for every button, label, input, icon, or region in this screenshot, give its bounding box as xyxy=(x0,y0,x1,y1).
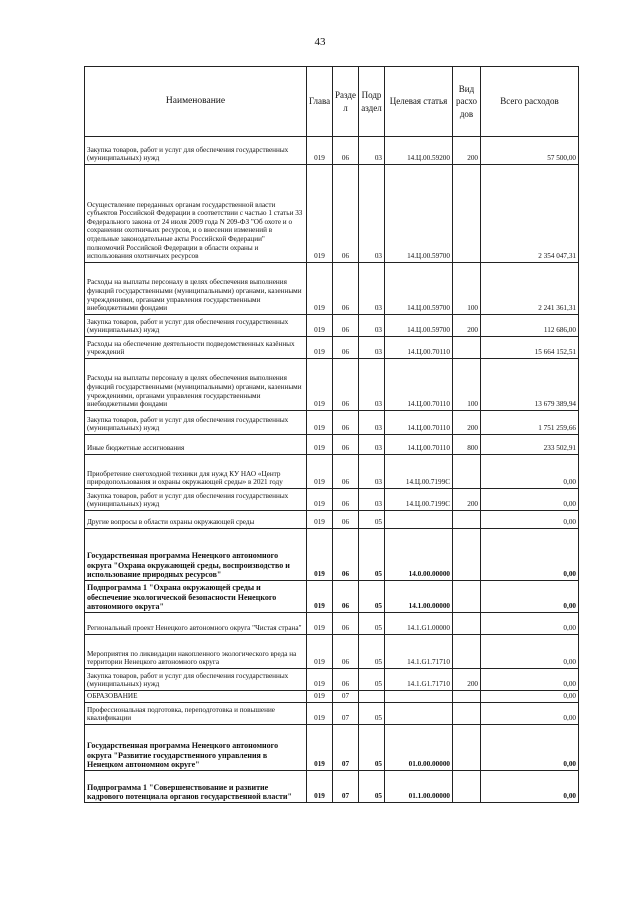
row-subsection: 05 xyxy=(359,511,385,529)
row-section: 06 xyxy=(333,529,359,581)
table-row xyxy=(85,263,579,315)
row-chapter: 019 xyxy=(307,635,333,669)
row-section: 06 xyxy=(333,581,359,613)
row-subsection: 03 xyxy=(359,455,385,489)
row-expense-type xyxy=(453,529,481,581)
row-total: 0,00 xyxy=(481,581,579,613)
row-section: 07 xyxy=(333,725,359,771)
row-chapter: 019 xyxy=(307,455,333,489)
table-row xyxy=(85,165,579,263)
row-expense-type xyxy=(453,635,481,669)
row-chapter: 019 xyxy=(307,669,333,691)
row-name: Осуществление переданных органам государственной власти субъектов Российской Федерации в соответствии с частью 1 статьи 33 Федерального закона от 24 июля 2009 года N 209-ФЗ "Об охоте и о сохранении охотничьих ресурсов, и о внесении изменений в отдельные законодательные акты Российской Федерации" полномочий Российской Федерации в области охраны и использования охотничьих ресурсов xyxy=(85,165,307,263)
row-total: 0,00 xyxy=(481,455,579,489)
row-section: 06 xyxy=(333,613,359,635)
header-chapter: Глава xyxy=(307,67,333,137)
row-target: 14.1.G1.71710 xyxy=(385,635,453,669)
row-chapter: 019 xyxy=(307,315,333,337)
row-target: 14.1.G1.71710 xyxy=(385,669,453,691)
row-section: 07 xyxy=(333,703,359,725)
row-name: Закупка товаров, работ и услуг для обеспечения государственных (муниципальных) нужд xyxy=(85,137,307,165)
row-name: ОБРАЗОВАНИЕ xyxy=(85,691,307,703)
table-row xyxy=(85,489,579,511)
row-expense-type: 200 xyxy=(453,315,481,337)
row-subsection: 03 xyxy=(359,359,385,411)
row-section: 06 xyxy=(333,137,359,165)
row-subsection: 03 xyxy=(359,165,385,263)
row-expense-type xyxy=(453,581,481,613)
row-target: 14.0.00.00000 xyxy=(385,529,453,581)
row-expense-type xyxy=(453,455,481,489)
row-expense-type: 200 xyxy=(453,669,481,691)
row-expense-type xyxy=(453,691,481,703)
row-expense-type: 100 xyxy=(453,359,481,411)
row-target xyxy=(385,511,453,529)
row-section: 06 xyxy=(333,337,359,359)
row-chapter: 019 xyxy=(307,703,333,725)
row-expense-type xyxy=(453,771,481,803)
row-chapter: 019 xyxy=(307,137,333,165)
table-row xyxy=(85,771,579,803)
row-name: Подпрограмма 1 "Совершенствование и развитие кадрового потенциала органов государственной власти" xyxy=(85,771,307,803)
row-name: Закупка товаров, работ и услуг для обеспечения государственных (муниципальных) нужд xyxy=(85,489,307,511)
table-row xyxy=(85,613,579,635)
row-name: Иные бюджетные ассигнования xyxy=(85,435,307,455)
row-subsection: 03 xyxy=(359,337,385,359)
row-section: 06 xyxy=(333,165,359,263)
row-total: 233 502,91 xyxy=(481,435,579,455)
table-row xyxy=(85,315,579,337)
budget-table xyxy=(84,66,579,803)
row-chapter: 019 xyxy=(307,511,333,529)
row-target: 14.Ц.00.70110 xyxy=(385,435,453,455)
row-section: 06 xyxy=(333,489,359,511)
row-total: 2 354 047,31 xyxy=(481,165,579,263)
row-expense-type xyxy=(453,337,481,359)
row-section: 06 xyxy=(333,411,359,435)
row-total: 57 500,00 xyxy=(481,137,579,165)
row-target: 14.Ц.00.70110 xyxy=(385,411,453,435)
row-subsection xyxy=(359,691,385,703)
row-chapter: 019 xyxy=(307,489,333,511)
row-subsection: 05 xyxy=(359,635,385,669)
row-subsection: 03 xyxy=(359,489,385,511)
row-expense-type: 200 xyxy=(453,137,481,165)
row-target xyxy=(385,703,453,725)
row-name: Закупка товаров, работ и услуг для обеспечения государственных (муниципальных) нужд xyxy=(85,669,307,691)
table-row xyxy=(85,581,579,613)
row-name: Расходы на выплаты персоналу в целях обеспечения выполнения функций государственными (муниципальными) органами, казенными учреждениями, органами управления государственными внебюджетными фондами xyxy=(85,359,307,411)
row-expense-type xyxy=(453,613,481,635)
row-subsection: 05 xyxy=(359,581,385,613)
row-section: 06 xyxy=(333,455,359,489)
row-total: 0,00 xyxy=(481,529,579,581)
row-expense-type xyxy=(453,165,481,263)
row-total: 15 664 152,51 xyxy=(481,337,579,359)
table-row xyxy=(85,411,579,435)
row-target: 14.Ц.00.59700 xyxy=(385,315,453,337)
row-target: 14.Ц.00.7199С xyxy=(385,489,453,511)
row-total: 0,00 xyxy=(481,669,579,691)
row-name: Мероприятия по ликвидации накопленного экологического вреда на территории Ненецкого автономного округа xyxy=(85,635,307,669)
row-chapter: 019 xyxy=(307,263,333,315)
row-total: 0,00 xyxy=(481,511,579,529)
row-subsection: 05 xyxy=(359,725,385,771)
row-target: 14.Ц.00.70110 xyxy=(385,337,453,359)
row-chapter: 019 xyxy=(307,165,333,263)
row-name: Закупка товаров, работ и услуг для обеспечения государственных (муниципальных) нужд xyxy=(85,411,307,435)
row-name: Государственная программа Ненецкого автономного округа "Развитие государственного управления в Ненецком автономном округе" xyxy=(85,725,307,771)
row-total: 0,00 xyxy=(481,489,579,511)
row-target: 14.Ц.00.59700 xyxy=(385,263,453,315)
row-subsection: 05 xyxy=(359,771,385,803)
table-row xyxy=(85,337,579,359)
row-section: 06 xyxy=(333,635,359,669)
row-name: Государственная программа Ненецкого автономного округа "Охрана окружающей среды, воспроизводство и использование природных ресурсов" xyxy=(85,529,307,581)
row-target xyxy=(385,691,453,703)
row-total: 0,00 xyxy=(481,691,579,703)
header-total: Всего расходов xyxy=(481,67,579,137)
row-chapter: 019 xyxy=(307,725,333,771)
header-section: Разде л xyxy=(333,67,359,137)
row-target: 14.1.G1.00000 xyxy=(385,613,453,635)
page-number: 43 xyxy=(314,36,326,48)
row-name: Другие вопросы в области охраны окружающей среды xyxy=(85,511,307,529)
table-row xyxy=(85,137,579,165)
table-row xyxy=(85,435,579,455)
row-name: Расходы на обеспечение деятельности подведомственных казённых учреждений xyxy=(85,337,307,359)
table-body xyxy=(85,137,579,803)
row-target: 01.0.00.00000 xyxy=(385,725,453,771)
row-chapter: 019 xyxy=(307,771,333,803)
row-subsection: 05 xyxy=(359,703,385,725)
row-subsection: 03 xyxy=(359,411,385,435)
row-expense-type: 200 xyxy=(453,411,481,435)
table-row xyxy=(85,635,579,669)
row-subsection: 03 xyxy=(359,435,385,455)
table-row xyxy=(85,703,579,725)
header-subsection: Подр аздел xyxy=(359,67,385,137)
row-target: 01.1.00.00000 xyxy=(385,771,453,803)
row-name: Закупка товаров, работ и услуг для обеспечения государственных (муниципальных) нужд xyxy=(85,315,307,337)
header-name: Наименование xyxy=(85,67,307,137)
row-chapter: 019 xyxy=(307,581,333,613)
row-total: 0,00 xyxy=(481,703,579,725)
row-target: 14.Ц.00.59200 xyxy=(385,137,453,165)
table-row xyxy=(85,511,579,529)
row-chapter: 019 xyxy=(307,691,333,703)
table-row xyxy=(85,529,579,581)
row-total: 0,00 xyxy=(481,635,579,669)
table-row xyxy=(85,691,579,703)
row-chapter: 019 xyxy=(307,435,333,455)
row-chapter: 019 xyxy=(307,337,333,359)
row-chapter: 019 xyxy=(307,411,333,435)
row-total: 0,00 xyxy=(481,725,579,771)
row-expense-type: 200 xyxy=(453,489,481,511)
row-section: 07 xyxy=(333,771,359,803)
row-subsection: 05 xyxy=(359,529,385,581)
row-total: 0,00 xyxy=(481,613,579,635)
row-name: Приобретение снегоходной техники для нужд КУ НАО «Центр природопользования и охраны окружающей среды» в 2021 году xyxy=(85,455,307,489)
row-target: 14.1.00.00000 xyxy=(385,581,453,613)
table-row xyxy=(85,359,579,411)
row-total: 13 679 389,94 xyxy=(481,359,579,411)
row-target: 14.Ц.00.70110 xyxy=(385,359,453,411)
row-chapter: 019 xyxy=(307,359,333,411)
row-chapter: 019 xyxy=(307,529,333,581)
row-expense-type xyxy=(453,725,481,771)
row-expense-type: 100 xyxy=(453,263,481,315)
table-row xyxy=(85,455,579,489)
row-section: 06 xyxy=(333,315,359,337)
row-target: 14.Ц.00.7199С xyxy=(385,455,453,489)
row-section: 06 xyxy=(333,263,359,315)
row-section: 06 xyxy=(333,511,359,529)
row-name: Подпрограмма 1 "Охрана окружающей среды и обеспечение экологической безопасности Ненецкого автономного округа" xyxy=(85,581,307,613)
row-expense-type: 800 xyxy=(453,435,481,455)
header-target: Целевая статья xyxy=(385,67,453,137)
row-section: 07 xyxy=(333,691,359,703)
row-name: Профессиональная подготовка, переподготовка и повышение квалификации xyxy=(85,703,307,725)
row-total: 112 686,00 xyxy=(481,315,579,337)
row-total: 2 241 361,31 xyxy=(481,263,579,315)
row-total: 1 751 259,66 xyxy=(481,411,579,435)
row-subsection: 05 xyxy=(359,669,385,691)
row-chapter: 019 xyxy=(307,613,333,635)
row-expense-type xyxy=(453,511,481,529)
table-row xyxy=(85,725,579,771)
row-expense-type xyxy=(453,703,481,725)
header-expense-type: Вид расхо дов xyxy=(453,67,481,137)
row-section: 06 xyxy=(333,359,359,411)
row-total: 0,00 xyxy=(481,771,579,803)
row-target: 14.Ц.00.59700 xyxy=(385,165,453,263)
row-subsection: 03 xyxy=(359,263,385,315)
table-row xyxy=(85,669,579,691)
row-subsection: 05 xyxy=(359,613,385,635)
row-subsection: 03 xyxy=(359,137,385,165)
row-name: Региональный проект Ненецкого автономного округа "Чистая страна" xyxy=(85,613,307,635)
header-row xyxy=(85,67,579,137)
row-section: 06 xyxy=(333,435,359,455)
row-section: 06 xyxy=(333,669,359,691)
row-subsection: 03 xyxy=(359,315,385,337)
row-name: Расходы на выплаты персоналу в целях обеспечения выполнения функций государственными (муниципальными) органами, казенными учреждениями, органами управления государственными внебюджетными фондами xyxy=(85,263,307,315)
